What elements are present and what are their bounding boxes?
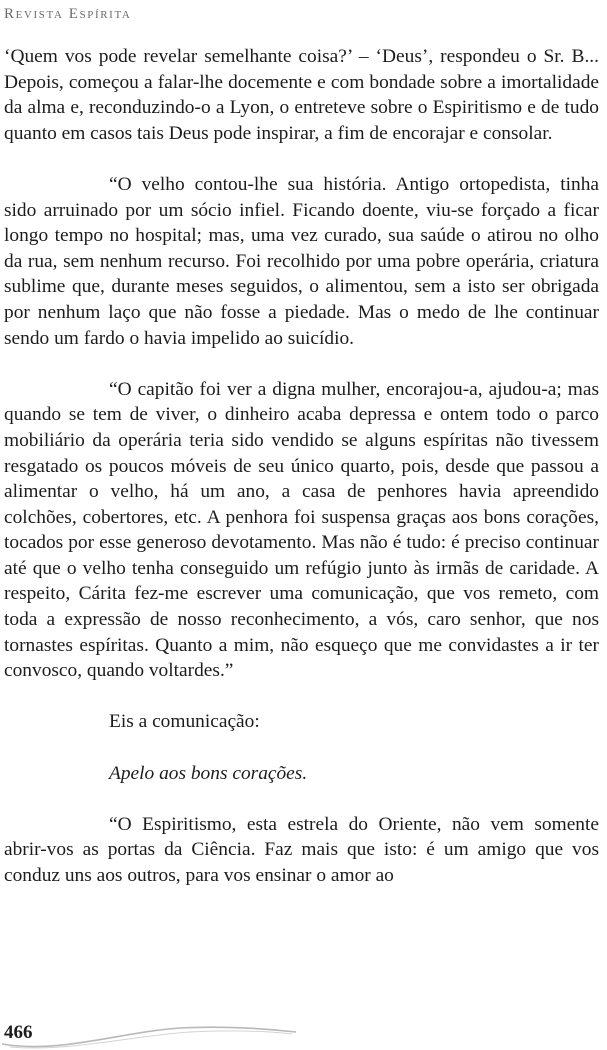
page-number: 466: [4, 1022, 33, 1043]
swoosh-ornament-icon: [0, 1020, 300, 1050]
paragraph-intro-communication: Eis a comunicação:: [109, 711, 260, 733]
page-body: [4, 44, 599, 889]
paragraph-communication-start: “O Espiritismo, esta estrela do Oriente, não vem somente abrir-vos as portas da Ciência. Faz mais que isto: é um amigo que vos conduz uns aos outros, para vos ensinar o amor ao: [4, 813, 599, 886]
paragraph-2: “O velho contou-lhe sua história. Antigo ortopedista, tinha sido arruinado por um sócio infiel. Ficando doente, viu-se forçado a ficar longo tempo no hospital; mas, uma vez curado, sua saúde o atirou no olho da rua, sem nenhum recurso. Foi recolhido por uma pobre operária, criatura sublime que, durante meses seguidos, o alimentou, sem a isto ser obrigada por nenhum laço que não fosse a piedade. Mas o medo de lhe continuar sendo um fardo o havia impelido ao suicídio.: [4, 173, 599, 349]
page-footer: [0, 1020, 607, 1050]
paragraph-1: ‘Quem vos pode revelar semelhante coisa?’ – ‘Deus’, respondeu o Sr. B... Depois, começou a falar-lhe docemente e com bondade sobre a imortalidade da alma e, reconduzindo-o a Lyon, o entreteve sobre o Espiritismo e de tudo quanto em casos tais Deus pode inspirar, a fim de encorajar e consolar.: [4, 46, 599, 144]
communication-title: Apelo aos bons corações.: [109, 762, 308, 784]
paragraph-3: “O capitão foi ver a digna mulher, encorajou-a, ajudou-a; mas quando se tem de viver, o dinheiro acaba depressa e ontem todo o parco mobiliário da operária teria sido vendido se alguns espíritas não tivessem resgatado os poucos móveis de seu único quarto, pois, desde que passou a alimentar o velho, há um ano, a casa de penhores havia apreendido colchões, cobertores, etc. A penhora foi suspensa graças aos bons corações, tocados por esse generoso devotamento. Mas não é tudo: é preciso continuar até que o velho tenha conseguido um refúgio junto às irmãs de caridade. A respeito, Cárita fez-me escrever uma comunicação, que vos remeto, com toda a expressão de nosso reconhecimento, a vós, caro senhor, que nos tornastes espíritas. Quanto a mim, não esqueço que me convidastes a ir ter convosco, quando voltardes.”: [4, 378, 599, 682]
running-head: Revista Espírita: [4, 6, 132, 22]
